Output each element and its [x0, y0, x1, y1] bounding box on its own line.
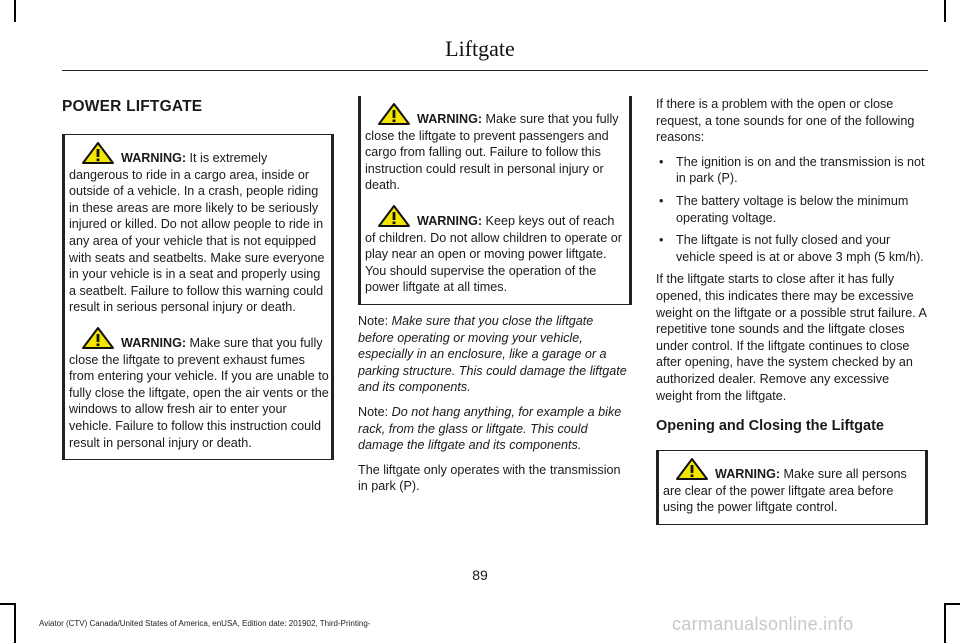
watermark: carmanualsonline.info [672, 614, 854, 634]
warning-label: WARNING: [715, 467, 781, 482]
warning-paragraph [69, 326, 329, 451]
warning-box [358, 96, 632, 305]
list-item: • The ignition is on and the transmission is not in park (P). [656, 154, 928, 187]
note-label: Note: [358, 404, 389, 419]
warning-label: WARNING: [417, 213, 483, 228]
warning-paragraph [365, 102, 627, 194]
column-right [656, 96, 928, 533]
warning-text: Make sure that you fully close the liftgate to prevent passengers and cargo from falling out. Failure to follow this instruction could result in personal injury or death. [365, 112, 619, 193]
note-label: Note: [358, 313, 389, 328]
crop-mark [944, 603, 960, 605]
warning-triangle-icon [377, 204, 411, 228]
list-item: • The battery voltage is below the minimum operating voltage. [656, 193, 928, 226]
subheading-opening-closing: Opening and Closing the Liftgate [656, 418, 884, 435]
warning-label: WARNING: [417, 112, 483, 126]
crop-mark [14, 0, 16, 22]
edition-footer: Aviator (CTV) Canada/United States of America, enUSA, Edition date: 201902, Third-Printing- [39, 619, 371, 628]
page-header-title: Liftgate [445, 36, 515, 61]
warning-label: WARNING: [121, 335, 187, 350]
warning-text: Keep keys out of reach of children. Do not allow children to operate or play near an open or moving power liftgate. You should supervise the operation of the power liftgate at all times. [365, 213, 622, 295]
warning-box [62, 134, 334, 460]
warning-triangle-icon [81, 141, 115, 165]
note-paragraph [358, 313, 632, 396]
note-paragraph [358, 404, 632, 454]
column-left [62, 96, 334, 468]
reason-list [656, 154, 928, 266]
warning-text: Make sure that you fully close the liftgate to prevent exhaust fumes from entering your vehicle. If you are unable to fully close the liftgate, open the air vents or the windows to allow fresh air to enter your vehicle. Failure to follow this instruction could result in personal injury or death. [69, 335, 329, 450]
crop-mark [14, 603, 16, 643]
section-heading-power-liftgate: POWER LIFTGATE [62, 98, 203, 115]
body-paragraph: If the liftgate starts to close after it has fully opened, this indicates there may be excessive weight on the liftgate or a possible strut failure. A repetitive tone sounds and the liftgate closes under control. If the liftgate continues to close after opening, have the system checked by an authorized dealer. Remove any excessive weight from the liftgate. [656, 272, 927, 403]
header-rule [62, 70, 928, 71]
warning-label: WARNING: [121, 151, 187, 165]
note-text: Make sure that you close the liftgate before operating or moving your vehicle, especially in an enclosure, like a garage or a parking structure. This could damage the liftgate and its components. [358, 313, 627, 395]
crop-mark [0, 603, 16, 605]
warning-text: It is extremely dangerous to ride in a cargo area, inside or outside of a vehicle. In a crash, people riding in these areas are more likely to be seriously injured or killed. Do not allow people to ride in any area of your vehicle that is not equipped with seats and seatbelts. Make sure everyone in your vehicle is in a seat and properly using a seatbelt. Failure to follow this warning could result in serious personal injury or death. [69, 151, 325, 315]
body-paragraph: If there is a problem with the open or close request, a tone sounds for one of the following reasons: [656, 97, 915, 145]
warning-triangle-icon [377, 102, 411, 126]
column-middle [358, 96, 632, 503]
crop-mark [944, 603, 946, 643]
body-paragraph: The liftgate only operates with the transmission in park (P). [358, 462, 621, 494]
warning-box [656, 450, 928, 525]
warning-paragraph [69, 141, 329, 316]
warning-paragraph [365, 204, 627, 296]
note-text: Do not hang anything, for example a bike rack, from the glass or liftgate. This could damage the liftgate and its components. [358, 404, 622, 453]
page-number: 89 [472, 567, 488, 583]
warning-text: Make sure all persons are clear of the power liftgate area before using the power liftgate control. [663, 467, 907, 515]
crop-mark [944, 0, 946, 22]
warning-triangle-icon [81, 326, 115, 350]
warning-paragraph [663, 457, 923, 516]
list-item: • The liftgate is not fully closed and your vehicle speed is at or above 3 mph (5 km/h). [656, 232, 928, 265]
warning-triangle-icon [675, 457, 709, 481]
